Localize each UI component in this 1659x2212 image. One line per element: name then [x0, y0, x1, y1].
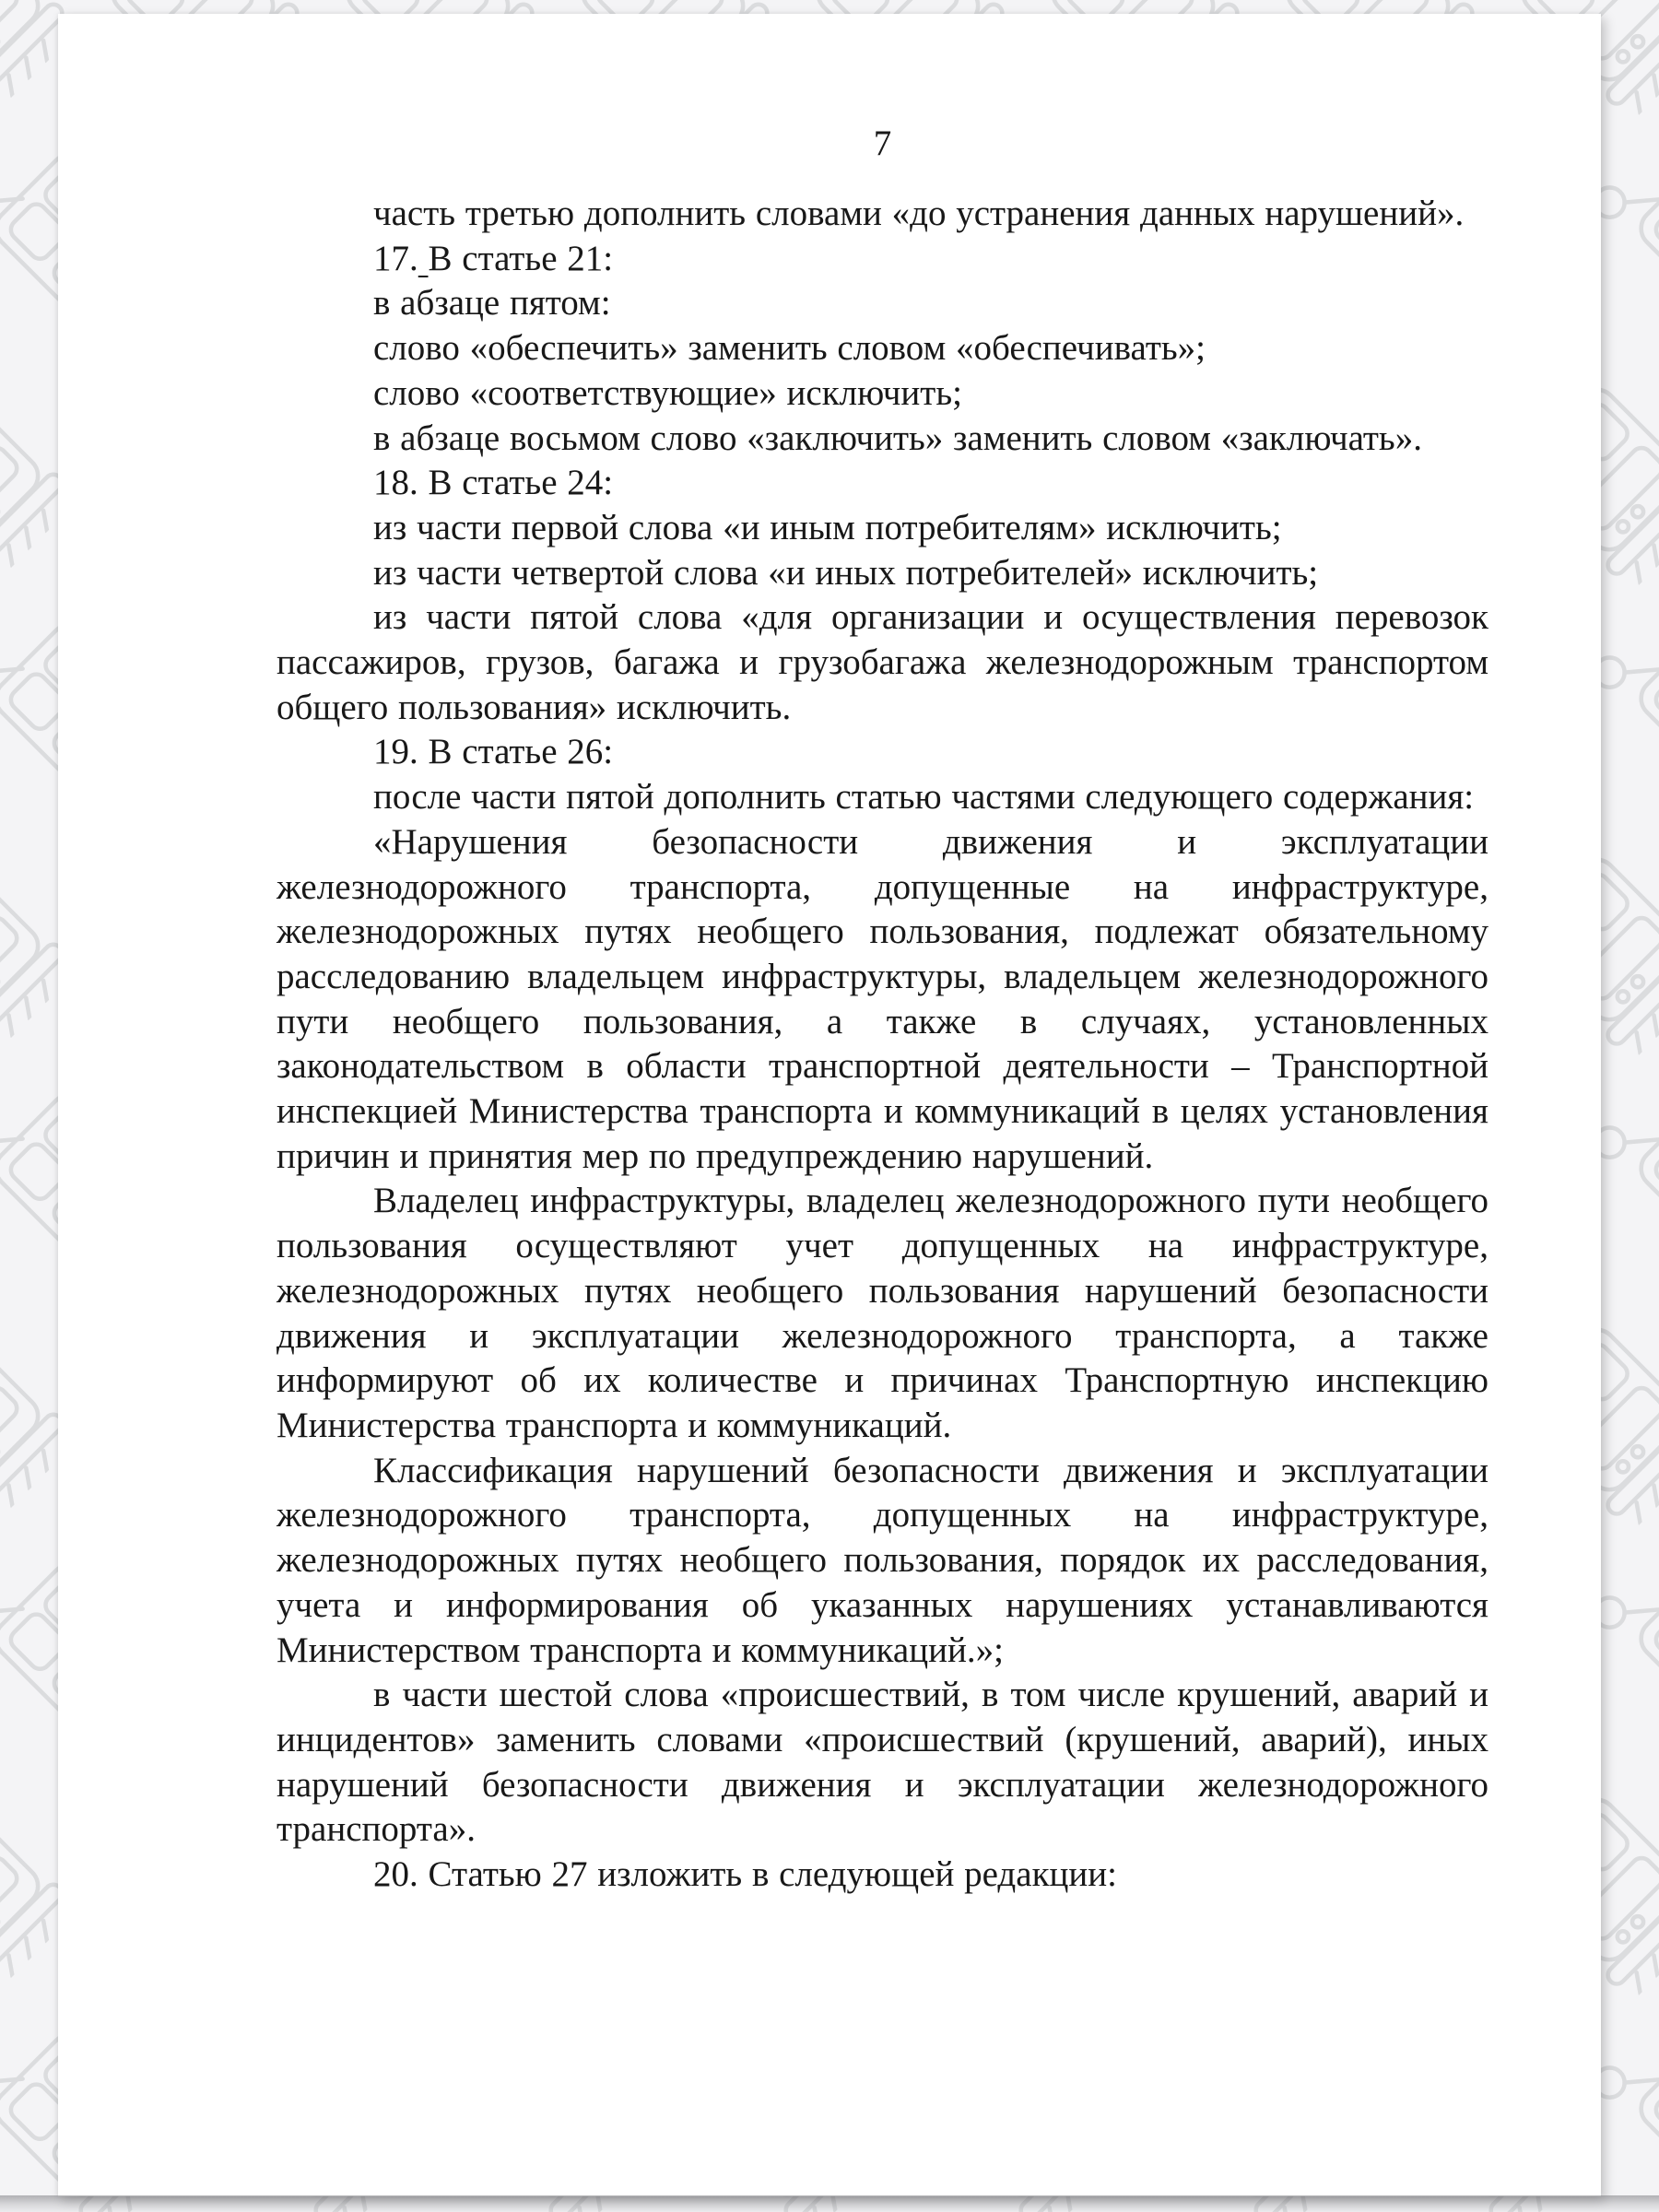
paragraph: Владелец инфраструктуры, владелец железнодорожного пути необщего пользования осуществляют учет допущенных на инфраструктуре, железнодорожных путях необщего пользования нарушений безопасности движения и эксплуатации железнодорожного транспорта, а также информируют об их количестве и причинах Транспортную инспекцию Министерства транспорта и коммуникаций. — [276, 1181, 1488, 1445]
document-body — [276, 192, 1488, 1898]
paragraph: часть третью дополнить словами «до устранения данных нарушений». — [373, 194, 1465, 233]
paragraph: после части пятой дополнить статью частями следующего содержания: — [373, 777, 1475, 818]
paragraph: из части первой слова «и иным потребителям» исключить; — [373, 507, 1282, 547]
document-page — [58, 14, 1601, 2196]
paragraph: слово «обеспечить» заменить словом «обеспечивать»; — [373, 328, 1206, 369]
paragraph: слово «соответствующие» исключить; — [373, 372, 962, 413]
paragraph: 17. В статье 21: — [373, 238, 614, 278]
paragraph: в абзаце восьмом слово «заключить» заменить словом «заключать». — [373, 418, 1422, 458]
header-gap — [276, 166, 1488, 192]
paragraph: в части шестой слова «происшествий, в том числе крушений, аварий и инцидентов» заменить словами «происшествий (крушений, аварий), иных нарушений безопасности движения и эксплуатации железнодорожного транспорта». — [276, 1675, 1488, 1850]
paragraph: из части четвертой слова «и иных потребителей» исключить; — [373, 552, 1319, 593]
paragraph: в абзаце пятом: — [373, 283, 611, 324]
paragraph: 20. Статью 27 изложить в следующей редакции: — [373, 1854, 1117, 1895]
page-bottom-shadow — [0, 2195, 1659, 2212]
paragraph: из части пятой слова «для организации и осуществления перевозок пассажиров, грузов, багажа и грузобагажа железнодорожным транспортом общего пользования» исключить. — [276, 597, 1488, 727]
paragraph: «Нарушения безопасности движения и эксплуатации железнодорожного транспорта, допущенные на инфраструктуре, железнодорожных путях необщего пользования, подлежат обязательному расследованию владельцем инфраструктуры, владельцем железнодорожного пути необщего пользования, а также в случаях, установленных законодательством в области транспортной деятельности – Транспортной инспекцией Министерства транспорта и коммуникаций в целях установления причин и принятия мер по предупреждению нарушений. — [276, 821, 1488, 1176]
page-number: 7 — [873, 124, 892, 163]
paragraph: 18. В статье 24: — [373, 463, 614, 503]
page-content — [58, 14, 1601, 1898]
underlined-space — [418, 239, 429, 278]
paragraph: 19. В статье 26: — [373, 732, 614, 772]
paragraph: Классификация нарушений безопасности движения и эксплуатации железнодорожного транспорта, допущенных на инфраструктуре, железнодорожных путях необщего пользования, порядок их расследования, учета и информирования об указанных нарушениях устанавливаются Министерством транспорта и коммуникаций.»; — [276, 1450, 1488, 1670]
